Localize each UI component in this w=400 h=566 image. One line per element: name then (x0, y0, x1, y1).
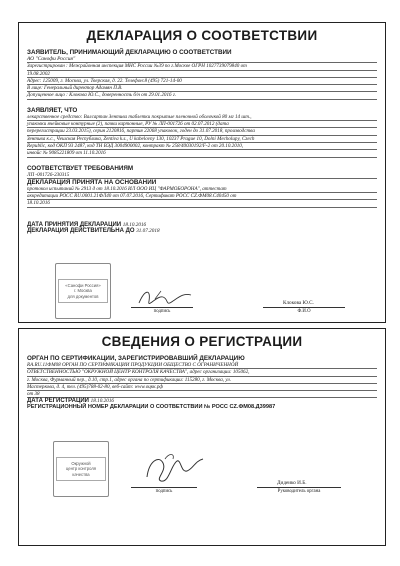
fio-line (263, 307, 345, 308)
certification-body-header: ОРГАН ПО СЕРТИФИКАЦИИ, ЗАРЕГИСТРИРОВАВШИЙ ДЕКЛАРАЦИЮ (27, 355, 245, 362)
certification-body-line: ОТВЕТСТВЕННОСТЬЮ "ОКРУЖНОЙ ЦЕНТР КОНТРОЛЯ КАЧЕСТВА", адрес организации: 105062, (27, 369, 377, 376)
declaration-box (18, 22, 386, 323)
valid-until-value: 31.07.2018 (136, 227, 160, 234)
applicant-line: Зарегистрирован : Межрайонная инспекция МНС России №39 по г.Москве ОГРН 1027739079840 от (27, 63, 377, 70)
position-line (257, 487, 341, 488)
valid-until (27, 228, 385, 234)
registration-date-label: ДАТА РЕГИСТРАЦИИ (27, 398, 89, 405)
certification-body-line: Мастеркова, д. 4, тел. (495)788-02-80, веб-сайт: www.оцкк.рф (27, 384, 377, 391)
signature-line (131, 487, 197, 488)
stamp-text: г. Москва (74, 288, 92, 294)
complies-value: ЛП -001726-230315 (27, 172, 377, 179)
registration-date-value: 18.10.2016 (90, 398, 114, 405)
certification-stamp (53, 441, 109, 497)
signatory-name: Клокова Ю.С. (283, 300, 314, 306)
position-caption: Руководитель органа (277, 489, 321, 494)
registration-title: СВЕДЕНИЯ О РЕГИСТРАЦИИ (101, 334, 303, 349)
signature-caption: подпись (155, 489, 173, 494)
basis-line: аккредитации РОСС RU.0001.21ФЛ40 от 07.07.2016, Сертификат РОСС CZ.ФМ08.С40450 от (27, 193, 377, 200)
registration-number-label: РЕГИСТРАЦИОННЫЙ НОМЕР ДЕКЛАРАЦИИ О СООТВЕТСТВИИ (27, 404, 203, 411)
basis-line: 18.10.2016 (27, 200, 377, 207)
product-line: лекарственное средство: Валсартан Зентива таблетки покрытые пленочной оболочкой 80 мг 14 шт., (27, 114, 377, 121)
stamp-text: качества (72, 471, 90, 477)
signature-line (131, 307, 193, 308)
stamp-text: «Санофи Россия» (65, 283, 101, 289)
fio-caption: Ф.И.О (297, 309, 311, 314)
applicant-authorized-person: Допущенное лицо : Клокова Ю.С., доверенность б/н от 29.01.2016 г. (27, 92, 377, 99)
stamp-text: Окружной (71, 461, 91, 467)
product-line: перерегистрации 23.03.2015), серия 2120816, партия 22068 упаковок, годен до 31.07.2018, производства (27, 128, 377, 135)
basis-line: протокол испытаний № 2913 д от 18.10.2016 ИЛ ООО ИЦ "ФАРМОБОРОНА", аттестат (27, 186, 377, 193)
product-line: Republic, код ОКП 93 2487, код ТН ВЭД 3004900002, контракт № 258/40030192/F-2 от 20.10.2010, (27, 143, 377, 150)
declaration-title: ДЕКЛАРАЦИЯ О СООТВЕТСТВИИ (86, 28, 318, 43)
registration-box (18, 328, 386, 546)
registration-number-value: № РОСС CZ.ФМ08.Д39987 (204, 404, 276, 411)
stamp-text: центр контроля (65, 466, 97, 472)
basis-header: ДЕКЛАРАЦИЯ ПРИНЯТА НА ОСНОВАНИИ (27, 178, 157, 186)
company-stamp (55, 263, 111, 319)
acceptance-date-label: ДАТА ПРИНЯТИЯ ДЕКЛАРАЦИИ (27, 221, 122, 228)
declaration-page (18, 22, 390, 546)
certification-body-line: г. Москва, Фурманный пер., д.10, стр.1, адрес органа по сертификации: 115280, г. Москва, ул. (27, 377, 377, 384)
applicant-name: АО "Санофи Россия" (27, 56, 377, 63)
product-line: инвойс № 9085221809 от 11.10.2016 (27, 150, 377, 157)
applicant-header: ЗАЯВИТЕЛЬ, ПРИНИМАЮЩИЙ ДЕКЛАРАЦИЮ О СООТВЕТСТВИИ (27, 49, 232, 56)
applicant-address: Адрес: 125009, г. Москва, ул. Тверская, д. 22. Телефон:8 (495) 721-14-00 (27, 78, 377, 85)
certification-body-line: RA.RU.11ФМ08 ОРГАН ПО СЕРТИФИКАЦИИ ПРОДУКЦИИ ОБЩЕСТВО С ОГРАНИЧЕННОЙ (27, 362, 377, 369)
signature-caption: подпись (153, 309, 171, 314)
product-line: Зентива к.с., Чешская Республика, Zentiva k.s., U kabelovny 130, 10237 Prague 10, Dolni Mecholupy, Czech (27, 136, 377, 143)
registrar-signature (141, 451, 207, 485)
stamp-text: для документов (67, 293, 99, 299)
certification-body-line: от 38 (27, 391, 377, 398)
registration-number (27, 404, 385, 410)
registrar-name: Дидеико И.Б. (277, 480, 307, 486)
product-line: упаковки ячейковые контурные (2), пачки картонные, РУ № ЛП-001726 от 02.07.2012 (дата (27, 121, 377, 128)
complies-header: СООТВЕТСТВУЕТ ТРЕБОВАНИЯМ (27, 164, 134, 172)
acceptance-date-value: 18.10.2016 (122, 221, 147, 228)
applicant-representative: В лице: Генеральный директор Адамян П.В. (27, 85, 377, 92)
declares-header: ЗАЯВЛЯЕТ, ЧТО (27, 106, 78, 114)
valid-until-label: ДЕКЛАРАЦИЯ ДЕЙСТВИТЕЛЬНА ДО (27, 227, 135, 234)
applicant-line: 19.08.2002 (27, 71, 377, 78)
